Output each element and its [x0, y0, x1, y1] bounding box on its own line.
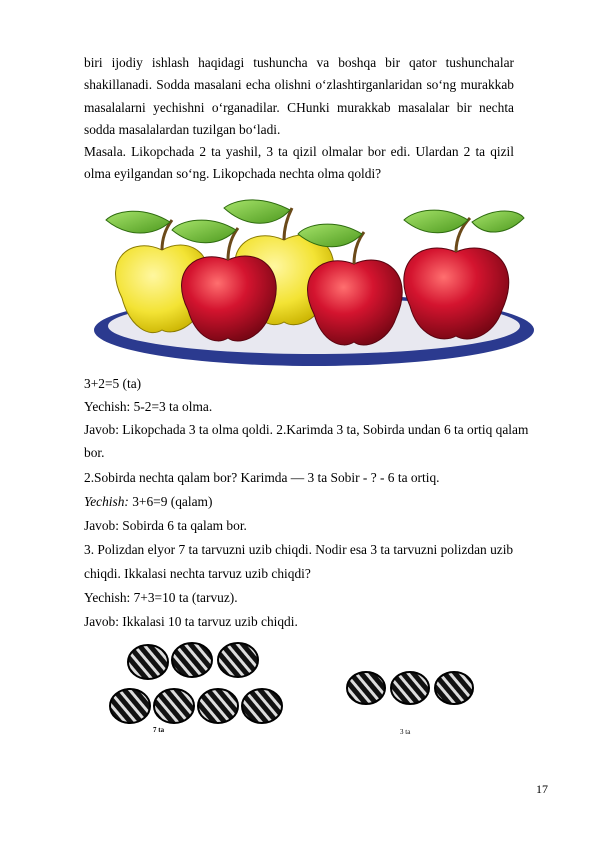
- text-line: [84, 588, 524, 608]
- watermelon: [435, 672, 473, 704]
- page-number: 17: [536, 782, 548, 796]
- watermelon: [198, 689, 238, 723]
- watermelon-group-seven: [110, 643, 282, 723]
- caption-seven: 7 ta: [153, 726, 165, 734]
- solution-label: Yechish:: [84, 494, 129, 509]
- text-line: Yechish: 5-2=3 ta olma.: [84, 399, 213, 414]
- masala-paragraph: Masala. Likopchada 2 ta yashil, 3 ta qizil olmalar bor edi. Ulardan 2 ta qizil olma eyilgandan soʻng. Likopchada nechta olma qoldi?: [84, 144, 514, 182]
- text-line: 2.Sobirda nechta qalam bor? Karimda — 3 ta Sobir - ? - 6 ta ortiq.: [84, 470, 440, 485]
- watermelon: [172, 643, 212, 677]
- watermelon: [391, 672, 429, 704]
- watermelon: [242, 689, 282, 723]
- solution-label: Yechish: [84, 590, 127, 605]
- watermelon: [154, 689, 194, 723]
- text-line: Javob: Likopchada 3 ta olma qoldi. 2.Karimda 3 ta, Sobirda undan 6 ta ortiq qalam: [84, 422, 529, 437]
- watermelon: [218, 643, 258, 677]
- text-line: [84, 492, 524, 512]
- solution-text: : 7+3=10 ta (tarvuz).: [126, 590, 238, 605]
- apples-on-plate-illustration: [92, 198, 536, 370]
- watermelon-group-three: [347, 672, 473, 704]
- text-line: chiqdi. Ikkalasi nechta tarvuz uzib chiqdi?: [84, 566, 311, 581]
- watermelon: [110, 689, 150, 723]
- watermelon: [128, 645, 168, 679]
- text-line: Javob: Sobirda 6 ta qalam bor.: [84, 518, 247, 533]
- caption-three: 3 ta: [400, 728, 411, 736]
- text-line: Javob: Ikkalasi 10 ta tarvuz uzib chiqdi.: [84, 614, 298, 629]
- text-line: 3+2=5 (ta): [84, 376, 142, 391]
- intro-paragraph: biri ijodiy ishlash haqidagi tushuncha va boshqa bir qator tushunchalar shakillanadi. Sodda masalani echa olishni oʻzlashtirganlaridan soʻng murakkab masalalarni yechishni oʻrganadilar. CHunki murakkab masalalar bir nechta sodda masalalardan tuzilgan boʻladi.: [84, 55, 514, 137]
- text-line: bor.: [84, 445, 105, 460]
- watermelon: [347, 672, 385, 704]
- solution-text: 3+6=9 (qalam): [128, 494, 213, 509]
- text-line: 3. Polizdan elyor 7 ta tarvuzni uzib chiqdi. Nodir esa 3 ta tarvuzni polizdan uzib: [84, 542, 514, 557]
